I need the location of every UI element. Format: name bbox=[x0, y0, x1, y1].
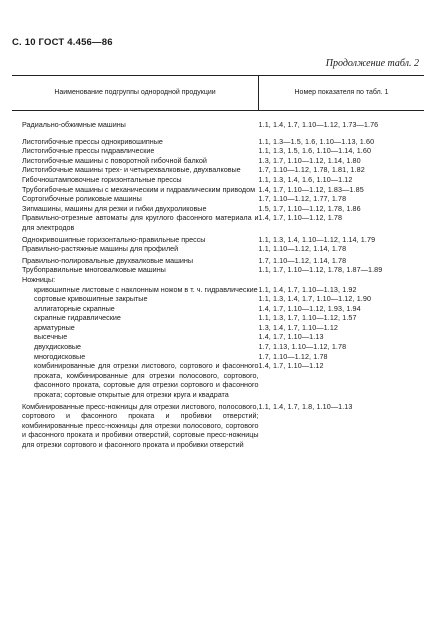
table-row bbox=[12, 254, 424, 266]
row-name: Трубогибочные машины с механическим и гидравлическим приводом bbox=[22, 184, 256, 194]
row-value: 1.4, 1.7, 1.10—1.12, 1.83—1.85 bbox=[258, 184, 364, 194]
table-row bbox=[12, 361, 424, 399]
row-value: 1.3, 1.4, 1.7, 1.10—1.12 bbox=[258, 322, 339, 332]
row-value: 1.7, 1.10—1.12, 1.14, 1.78 bbox=[258, 255, 347, 265]
table-row bbox=[12, 304, 424, 314]
row-name: Правильно-растяжные машины для профилей bbox=[22, 244, 179, 254]
row-value bbox=[259, 275, 425, 285]
row-name: скрапные гидравлические bbox=[34, 313, 121, 323]
row-name: Сортогибочные роликовые машины bbox=[22, 194, 142, 204]
row-value: 1.7, 1.10—1.12, 1.78, 1.81, 1.82 bbox=[258, 165, 365, 175]
table-row bbox=[12, 352, 424, 362]
row-value: 1.1, 1.3—1.5, 1.6, 1.10—1.13, 1.60 bbox=[258, 136, 375, 146]
row-value: 1.4, 1.7, 1.10—1.12 bbox=[258, 361, 324, 371]
table-row bbox=[12, 294, 424, 304]
row-name: арматурные bbox=[34, 322, 75, 332]
row-name: кривошипные листовые с наклонным ножом в т. ч. гидравлические bbox=[34, 284, 258, 294]
table-row bbox=[12, 400, 424, 450]
row-value: 1.3, 1.7, 1.10—1.12, 1.14, 1.80 bbox=[258, 155, 361, 165]
row-value: 1.7, 1.10—1.12, 1.77, 1.78 bbox=[258, 194, 347, 204]
row-name: Листогибочные машины с поворотной гибочной балкой bbox=[22, 155, 207, 165]
row-name: Правильно-полировальные двухвалковые машины bbox=[22, 255, 194, 265]
table-row bbox=[12, 265, 424, 275]
table-row bbox=[12, 275, 424, 285]
table-header-row bbox=[12, 76, 424, 111]
table-row bbox=[12, 137, 424, 147]
table-row bbox=[12, 194, 424, 204]
column-header-value: Номер показателя по табл. 1 bbox=[259, 76, 425, 111]
table-row bbox=[12, 146, 424, 156]
row-name: Комбинированные пресс-ножницы для отрезки листового, полосового, сортового и фасонного проката и пробивки отверстий; комбинированные пресс-ножницы для отрезки полосового, сортового и фасонного проката и пробивки отверстий, сортовые пресс-ножницы для отрезки сортового и фасонного проката и пробивки отверстий bbox=[22, 401, 259, 449]
row-value: 1.1, 1.3, 1.5, 1.6, 1.10—1.14, 1.60 bbox=[258, 146, 372, 156]
table-row bbox=[12, 165, 424, 175]
row-name: Трубоправильные многовалковые машины bbox=[22, 265, 166, 275]
row-name: Гибочноштамповочные горизонтальные прессы bbox=[22, 174, 182, 184]
row-name: Листогибочные машины трех- и четырехвалковые, двухвалковые bbox=[22, 165, 241, 175]
column-header-name: Наименование подгруппы однородной продукции bbox=[12, 76, 259, 111]
table-row bbox=[12, 213, 424, 232]
row-name: Однокривошипные горизонтально-правильные прессы bbox=[22, 234, 206, 244]
row-name: сортовые кривошипные закрытые bbox=[34, 294, 148, 304]
row-name: Ножницы: bbox=[22, 274, 56, 284]
row-name: Листогибочные прессы гидравлические bbox=[22, 146, 155, 156]
row-value: 1.1, 1.4, 1.7, 1.10—1.12, 1.73—1.76 bbox=[258, 120, 379, 129]
table-row bbox=[12, 156, 424, 166]
row-name: Листогибочные прессы однокривошипные bbox=[22, 136, 163, 146]
table-row bbox=[12, 313, 424, 323]
row-value: 1.4, 1.7, 1.10—1.13 bbox=[258, 332, 324, 342]
row-name: комбинированные для отрезки листового, сортового и фасонного проката, комбинированные для отрезки полосового, сортового, фасонного проката, сортовые для отрезки сортового и фасонного проката; сортовые открытые для отрезки круга и квадрата bbox=[34, 361, 259, 400]
row-value: 1.5, 1.7, 1.10—1.12, 1.78, 1.86 bbox=[258, 203, 361, 213]
table-row bbox=[12, 175, 424, 185]
row-name: многодисковые bbox=[34, 351, 86, 361]
row-value: 1.1, 1.7, 1.10—1.12, 1.78, 1.87—1.89 bbox=[258, 265, 383, 275]
row-name: Радиально-обжимные машины bbox=[22, 120, 126, 129]
row-value: 1.1, 1.3, 1.4, 1.7, 1.10—1.12, 1.90 bbox=[258, 294, 372, 304]
row-value: 1.1, 1.3, 1.4, 1.6, 1.10—1.12 bbox=[258, 174, 353, 184]
row-value: 1.1, 1.4, 1.7, 1.10—1.13, 1.92 bbox=[258, 284, 357, 294]
row-name: высечные bbox=[34, 332, 68, 342]
row-name: двухдисковые bbox=[34, 342, 82, 352]
row-name: Правильно-отрезные автоматы для круглого фасонного материала и для электродов bbox=[22, 213, 259, 232]
row-value: 1.1, 1.10—1.12, 1.14, 1.78 bbox=[258, 244, 347, 254]
row-value: 1.7, 1.10—1.12, 1.78 bbox=[258, 351, 328, 361]
row-name: Зигмашины, машины для резки и гибки двухроликовые bbox=[22, 203, 207, 213]
row-name: аллигаторные скрапные bbox=[34, 303, 115, 313]
table-row bbox=[12, 204, 424, 214]
page-header: С. 10 ГОСТ 4.456—86 bbox=[12, 37, 113, 48]
table-row bbox=[12, 323, 424, 333]
table-row bbox=[12, 111, 424, 137]
row-value: 1.1, 1.3, 1.4, 1.10—1.12, 1.14, 1.79 bbox=[258, 234, 376, 244]
table-row bbox=[12, 233, 424, 245]
indicators-table bbox=[12, 75, 424, 450]
table-row bbox=[12, 332, 424, 342]
row-value: 1.1, 1.4, 1.7, 1.8, 1.10—1.13 bbox=[258, 401, 353, 411]
table-row bbox=[12, 185, 424, 195]
row-value: 1.4, 1.7, 1.10—1.12, 1.93, 1.94 bbox=[258, 303, 361, 313]
table-row bbox=[12, 342, 424, 352]
table-row bbox=[12, 285, 424, 295]
table-continuation-label: Продолжение табл. 2 bbox=[325, 58, 419, 69]
table-row bbox=[12, 244, 424, 254]
row-value: 1.1, 1.3, 1.7, 1.10—1.12, 1.57 bbox=[258, 313, 357, 323]
row-value: 1.4, 1.7, 1.10—1.12, 1.78 bbox=[258, 213, 343, 223]
row-value: 1.7, 1.13, 1.10—1.12, 1.78 bbox=[258, 342, 347, 352]
